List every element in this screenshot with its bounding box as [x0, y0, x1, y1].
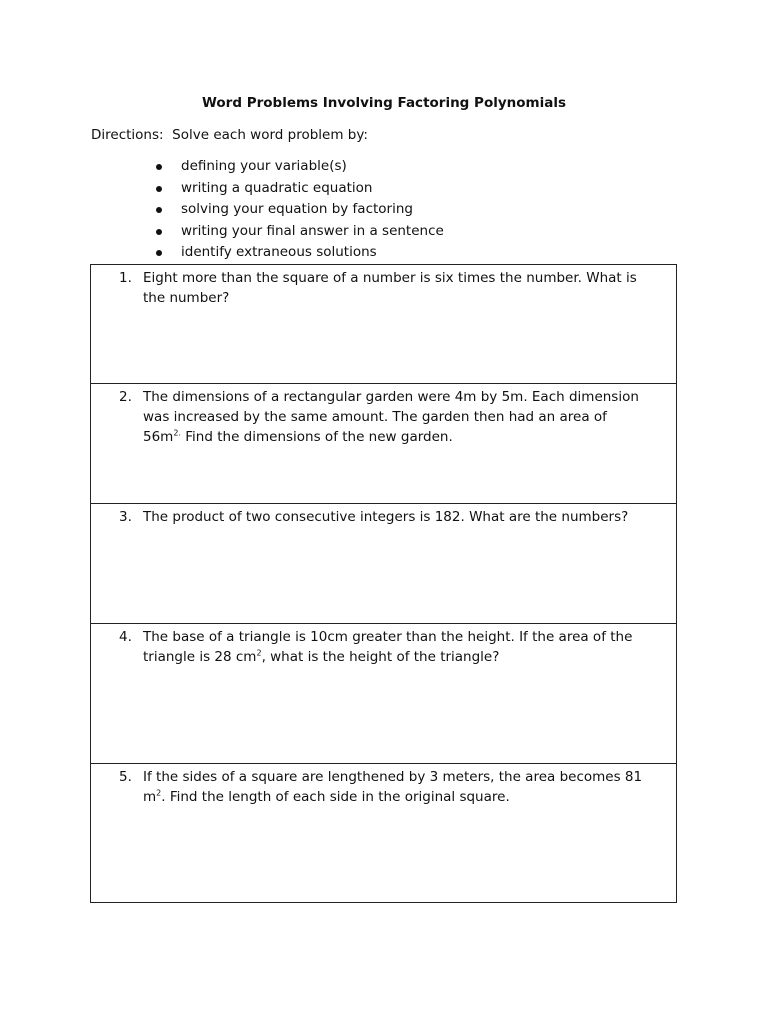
bullet-icon: [156, 229, 162, 235]
problem-text: [143, 767, 646, 807]
problem-row-1: [91, 265, 676, 384]
list-item: [150, 221, 444, 243]
problem-row-4: [91, 624, 676, 764]
list-item-text: defining your variable(s): [181, 158, 347, 174]
list-item: [150, 242, 444, 264]
problem-text: Eight more than the square of a number is six times the number. What is the number?: [143, 270, 637, 306]
superscript: 2.: [173, 428, 181, 438]
problem-number: 2.: [119, 389, 132, 405]
problem-row-2: [91, 384, 676, 504]
bullet-icon: [156, 250, 162, 256]
worksheet-title: Word Problems Involving Factoring Polynomials: [202, 95, 566, 111]
problem-text-part: Find the dimensions of the new garden.: [180, 429, 453, 445]
directions-text: Directions: Solve each word problem by:: [91, 127, 368, 143]
problem-text: [143, 627, 646, 667]
list-item: [150, 199, 444, 221]
problem-row-3: [91, 504, 676, 624]
problem-text-part: , what is the height of the triangle?: [261, 649, 500, 665]
problem-text-part: . Find the length of each side in the original square.: [161, 789, 510, 805]
problem-row-5: [91, 764, 676, 902]
superscript: 2: [156, 788, 162, 798]
problem-text: [143, 387, 646, 447]
problem-text-part: The base of a triangle is 10cm greater than the height. If the area of the triangle is 28 cm: [143, 629, 633, 665]
superscript: 2: [256, 648, 262, 658]
problem-text-part: If the sides of a square are lengthened by 3 meters, the area becomes 81 m: [143, 769, 643, 805]
problem-text-part: The dimensions of a rectangular garden were 4m by 5m. Each dimension was increased by the same amount. The garden then had an area of 56m: [143, 389, 639, 445]
problem-number: 1.: [119, 270, 132, 286]
list-item-text: identify extraneous solutions: [181, 244, 377, 260]
bullet-icon: [156, 207, 162, 213]
directions-list: [150, 156, 444, 264]
problems-table: [90, 264, 677, 903]
list-item: [150, 156, 444, 178]
bullet-icon: [156, 164, 162, 170]
problem-text: The product of two consecutive integers is 182. What are the numbers?: [143, 509, 629, 525]
bullet-icon: [156, 186, 162, 192]
list-item-text: writing your final answer in a sentence: [181, 222, 444, 239]
problem-number: 4.: [119, 629, 132, 645]
list-item-text: solving your equation by factoring: [181, 201, 413, 217]
problem-number: 5.: [119, 769, 132, 785]
list-item-text: writing a quadratic equation: [181, 179, 373, 196]
list-item: [150, 178, 444, 200]
problem-number: 3.: [119, 509, 132, 525]
